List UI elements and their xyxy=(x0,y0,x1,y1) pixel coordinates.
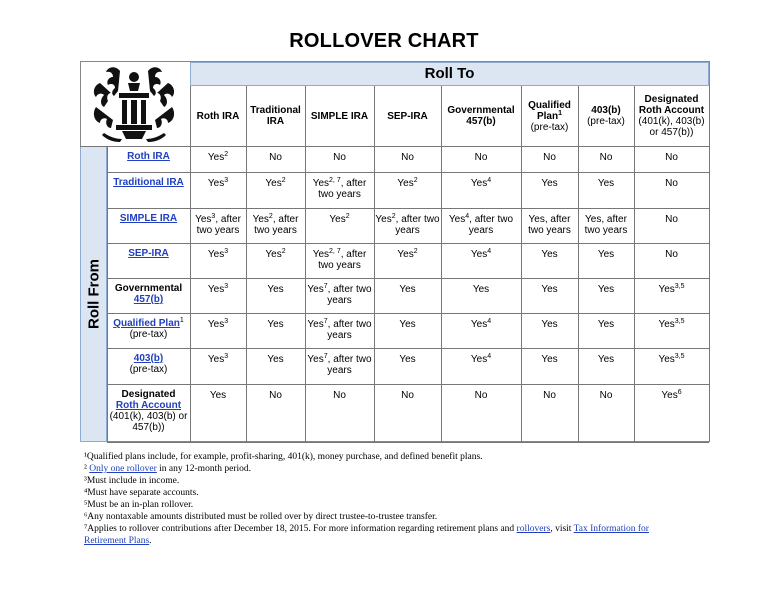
footnote-7-end: . xyxy=(149,536,152,546)
cell-value: Yes xyxy=(541,284,558,295)
table-cell xyxy=(521,313,578,348)
cell-value: No xyxy=(269,390,282,401)
table-cell xyxy=(190,348,246,384)
column-header-sublabel: (pre-tax) xyxy=(587,116,625,127)
cell-value: Yes$^{3,5}$ xyxy=(658,283,685,295)
irs-eagle-logo-icon xyxy=(82,63,186,143)
table-cell xyxy=(246,384,305,442)
column-header-label: SEP-IRA xyxy=(387,110,428,122)
tax-information-link[interactable]: Tax Information for xyxy=(573,524,649,534)
table-cell xyxy=(441,278,521,313)
cell-value: Yes, after two years xyxy=(584,214,628,236)
table-cell xyxy=(441,243,521,278)
row-header-sublabel: (pre-tax) xyxy=(129,329,168,340)
footnote-marker: 2 xyxy=(224,151,229,158)
table-cell xyxy=(441,146,521,172)
table-cell xyxy=(305,278,374,313)
table-cell xyxy=(578,384,634,442)
column-header-sublabel: (401(k), 403(b) or 457(b)) xyxy=(638,116,705,138)
column-header-label: Qualified Plan$^1$ xyxy=(528,99,571,122)
footnote-marker: 7 xyxy=(323,318,328,325)
table-cell xyxy=(634,313,709,348)
table-cell xyxy=(246,208,305,243)
cell-value: No xyxy=(665,214,678,225)
roll-from-header xyxy=(80,146,107,442)
row-header-link[interactable]: 457(b) xyxy=(133,294,164,305)
table-cell xyxy=(374,243,441,278)
cell-value: Yes xyxy=(267,284,284,295)
footnote-marker: 3 xyxy=(224,177,229,184)
cell-value: Yes$^2$ xyxy=(265,248,286,260)
cell-value: Yes xyxy=(209,390,227,401)
column-header xyxy=(634,86,709,146)
footnote-marker: 6 xyxy=(677,389,682,396)
retirement-plans-link[interactable]: Retirement Plans xyxy=(84,536,150,546)
row-header-line xyxy=(128,248,169,259)
table-cell xyxy=(578,208,634,243)
cell-value: Yes$^3$ xyxy=(207,248,229,260)
table-cell xyxy=(246,146,305,172)
footnote-7-text: ⁷Applies to rollover contributions after December 18, 2015. For more information regarding retirement plans and xyxy=(84,524,517,534)
cell-value: Yes$^2$ xyxy=(207,151,229,163)
column-header xyxy=(578,86,634,146)
cell-value: No xyxy=(474,152,488,163)
cell-value: Yes$^3$ xyxy=(207,318,229,330)
row-header-link[interactable]: Roth IRA xyxy=(127,151,170,162)
row-header-link[interactable]: Roth Account xyxy=(115,400,182,411)
cell-value: Yes$^2$ xyxy=(397,177,418,189)
cell-value: Yes$^4$ xyxy=(470,318,492,330)
footnote-marker: 4 xyxy=(487,353,492,360)
row-header-prefix: Governmental xyxy=(114,283,183,294)
row-header xyxy=(107,243,190,278)
table-cell xyxy=(634,348,709,384)
cell-value: Yes$^3$, after two years xyxy=(195,213,241,236)
cell-value: No xyxy=(269,152,282,163)
row-header-sublabel: (pre-tax) xyxy=(129,364,168,375)
row-header xyxy=(107,348,190,384)
footnote-3: ³Must include in income. xyxy=(84,476,180,486)
cell-value: Yes xyxy=(597,284,615,295)
table-cell xyxy=(578,278,634,313)
column-header xyxy=(441,86,521,146)
cell-value: No xyxy=(665,178,678,189)
page-title: ROLLOVER CHART xyxy=(289,30,479,52)
table-cell xyxy=(246,348,305,384)
table-cell xyxy=(305,384,374,442)
footnote-marker: 3 xyxy=(224,283,229,290)
table-cell xyxy=(305,243,374,278)
footnote-7-cont xyxy=(84,535,724,547)
table-cell xyxy=(634,278,709,313)
table-cell xyxy=(190,278,246,313)
table-cell xyxy=(521,172,578,208)
cell-value: Yes xyxy=(597,249,615,260)
footnote-marker: 3 xyxy=(211,213,216,220)
cell-value: Yes$^2$ xyxy=(265,177,286,189)
table-cell xyxy=(374,348,441,384)
row-header xyxy=(107,278,190,313)
cell-value: Yes xyxy=(541,249,558,260)
row-header-link[interactable]: Traditional IRA xyxy=(113,177,184,188)
table-cell xyxy=(521,146,578,172)
cell-value: Yes xyxy=(399,354,416,365)
footnote-marker: 3,5 xyxy=(674,318,685,325)
cell-value: Yes xyxy=(267,319,284,330)
column-header-label: Designated Roth Account xyxy=(638,94,705,116)
table-cell xyxy=(634,172,709,208)
cell-value: Yes$^6$ xyxy=(661,389,682,401)
cell-value: Yes xyxy=(597,319,615,330)
table-cell xyxy=(374,146,441,172)
row-header xyxy=(107,146,190,172)
table-cell xyxy=(305,208,374,243)
footnote-marker: 1 xyxy=(179,317,184,324)
table-cell xyxy=(246,313,305,348)
cell-value: Yes xyxy=(399,284,416,295)
row-header xyxy=(107,172,190,208)
footnote-marker: 1 xyxy=(558,109,563,117)
row-header xyxy=(107,384,190,442)
cell-value: Yes$^7$, after two years xyxy=(307,283,372,306)
table-cell xyxy=(634,384,709,442)
table-cell xyxy=(634,208,709,243)
cell-value: Yes$^2$ xyxy=(397,248,418,260)
cell-value: No xyxy=(599,152,613,163)
cell-value: No xyxy=(665,152,678,163)
footnote-marker: 4 xyxy=(487,177,492,184)
row-header-line xyxy=(113,318,184,329)
cell-value: No xyxy=(599,390,613,401)
footnote-marker: 4 xyxy=(465,213,470,220)
table-cell xyxy=(305,172,374,208)
footnote-marker: 3 xyxy=(224,318,229,325)
table-cell xyxy=(246,278,305,313)
cell-value: Yes$^4$ xyxy=(470,353,492,365)
cell-value: Yes$^4$, after two years xyxy=(448,213,514,236)
table-cell xyxy=(374,313,441,348)
table-cell xyxy=(190,243,246,278)
column-header xyxy=(374,86,441,146)
table-cell xyxy=(578,243,634,278)
column-header-label: SIMPLE IRA xyxy=(310,110,369,122)
cell-value: Yes$^7$, after two years xyxy=(307,318,372,341)
grid-col-line xyxy=(709,86,710,442)
cell-value: Yes xyxy=(597,178,615,189)
cell-value: Yes$^7$, after two years xyxy=(307,353,372,376)
table-cell xyxy=(374,172,441,208)
footnote-2-text: in any 12-month period. xyxy=(156,464,251,474)
cell-value: Yes$^4$ xyxy=(470,248,492,260)
footnote-marker: 2 xyxy=(413,248,418,255)
footnote-marker: 2 xyxy=(281,248,286,255)
footnote-marker: 2 xyxy=(268,213,273,220)
row-header-prefix: Designated xyxy=(121,389,176,400)
footnote-marker: 2 xyxy=(391,213,396,220)
table-cell xyxy=(246,243,305,278)
footnote-7 xyxy=(84,523,724,535)
footnote-marker: 2 xyxy=(413,177,418,184)
row-header-line xyxy=(120,213,177,224)
table-cell xyxy=(521,278,578,313)
table-cell xyxy=(190,146,246,172)
roll-from-label: Roll From xyxy=(85,259,102,329)
row-header xyxy=(107,313,190,348)
column-header xyxy=(305,86,374,146)
table-cell xyxy=(578,146,634,172)
table-cell xyxy=(521,208,578,243)
footnote-6: ⁶Any nontaxable amounts distributed must be rolled over by direct trustee-to-trustee transfer. xyxy=(84,512,438,522)
footnote-marker: 2, 7 xyxy=(329,248,341,255)
footnote-marker: 2 xyxy=(345,213,350,220)
footnote-marker: 2 xyxy=(281,177,286,184)
table-cell xyxy=(634,146,709,172)
cell-value: Yes$^3$ xyxy=(207,177,229,189)
table-cell xyxy=(374,208,441,243)
table-cell xyxy=(190,172,246,208)
cell-value: Yes$^2$, after two years xyxy=(252,213,299,236)
column-header-label: 403(b) xyxy=(591,105,621,116)
column-header-label: Roth IRA xyxy=(196,110,240,122)
table-cell xyxy=(441,384,521,442)
table-cell xyxy=(578,313,634,348)
table-cell xyxy=(305,146,374,172)
footnote-1: ¹Qualified plans include, for example, profit-sharing, 401(k), money purchase, and defined benefit plans. xyxy=(84,452,483,462)
table-cell xyxy=(441,348,521,384)
table-cell xyxy=(374,278,441,313)
table-cell xyxy=(374,384,441,442)
column-header xyxy=(521,86,578,146)
footnote-marker: 3,5 xyxy=(674,283,685,290)
row-header-link[interactable]: SIMPLE IRA xyxy=(119,213,178,224)
cell-value: No xyxy=(474,390,488,401)
cell-value: Yes xyxy=(399,319,416,330)
table-cell xyxy=(578,348,634,384)
cell-value: Yes$^{3,5}$ xyxy=(658,318,685,330)
cell-value: Yes$^{3,5}$ xyxy=(658,353,685,365)
cell-value: Yes xyxy=(472,284,490,295)
row-header-sublabel: (401(k), 403(b) or 457(b)) xyxy=(109,411,188,433)
cell-value: Yes$^2$, after two years xyxy=(375,213,440,236)
footnote-marker: 3 xyxy=(224,248,229,255)
footnote-marker: 7 xyxy=(323,283,328,290)
footnote-2 xyxy=(84,463,724,475)
row-header xyxy=(107,208,190,243)
cell-value: Yes xyxy=(541,354,558,365)
row-header-line xyxy=(134,353,163,364)
row-header-line xyxy=(134,294,163,305)
table-cell xyxy=(578,172,634,208)
table-cell xyxy=(305,313,374,348)
table-cell xyxy=(521,348,578,384)
column-header-label: Traditional IRA xyxy=(250,105,301,127)
roll-to-header: Roll To xyxy=(190,62,709,86)
footnote-marker: 3,5 xyxy=(674,353,685,360)
cell-value: Yes$^{2, 7}$, after two years xyxy=(312,248,367,271)
footnote-2-marker: ² xyxy=(84,464,87,474)
cell-value: Yes xyxy=(267,354,284,365)
footnote-7-visit: , visit xyxy=(550,524,574,534)
cell-value: Yes$^3$ xyxy=(207,283,229,295)
row-header-link[interactable]: SEP-IRA xyxy=(128,248,169,259)
table-cell xyxy=(521,243,578,278)
table-cell xyxy=(441,208,521,243)
cell-value: No xyxy=(665,249,678,260)
footnote-4: ⁴Must have separate accounts. xyxy=(84,488,199,498)
cell-value: Yes xyxy=(597,354,615,365)
footnote-marker: 3 xyxy=(224,353,229,360)
table-cell xyxy=(190,208,246,243)
column-header-sublabel: (pre-tax) xyxy=(530,121,569,133)
rollovers-link[interactable]: rollovers xyxy=(516,524,551,534)
table-cell xyxy=(190,384,246,442)
cell-value: No xyxy=(543,390,556,401)
row-header-link[interactable]: 403(b) xyxy=(133,353,164,364)
row-header-line xyxy=(116,400,181,411)
table-cell xyxy=(521,384,578,442)
cell-value: No xyxy=(401,152,414,163)
row-header-line xyxy=(113,177,184,188)
footnote-marker: 4 xyxy=(487,318,492,325)
row-header-link[interactable]: Qualified Plan xyxy=(113,318,180,329)
footnote-marker: 4 xyxy=(487,248,492,255)
footnote-marker: 2, 7 xyxy=(329,177,341,184)
table-cell xyxy=(246,172,305,208)
cell-value: Yes xyxy=(541,319,558,330)
grid-row-line xyxy=(107,442,709,443)
column-header xyxy=(190,86,246,146)
table-cell xyxy=(441,313,521,348)
table-cell xyxy=(441,172,521,208)
only-one-rollover-link[interactable]: Only one rollover xyxy=(89,464,157,474)
cell-value: Yes$^2$ xyxy=(329,213,350,225)
row-header-line xyxy=(127,151,170,162)
cell-value: No xyxy=(401,390,414,401)
cell-value: No xyxy=(543,152,556,163)
cell-value: Yes$^3$ xyxy=(207,353,229,365)
footnote-marker: 7 xyxy=(323,353,328,360)
cell-value: Yes, after two years xyxy=(528,214,571,236)
cell-value: No xyxy=(333,152,346,163)
cell-value: No xyxy=(333,390,346,401)
table-cell xyxy=(190,313,246,348)
column-header-label: Governmental 457(b) xyxy=(447,105,515,127)
table-cell xyxy=(305,348,374,384)
cell-value: Yes$^4$ xyxy=(470,177,492,189)
cell-value: Yes$^{2, 7}$, after two years xyxy=(312,177,367,200)
footnote-5: ⁵Must be an in-plan rollover. xyxy=(84,500,194,510)
table-cell xyxy=(634,243,709,278)
cell-value: Yes xyxy=(541,178,558,189)
column-header xyxy=(246,86,305,146)
